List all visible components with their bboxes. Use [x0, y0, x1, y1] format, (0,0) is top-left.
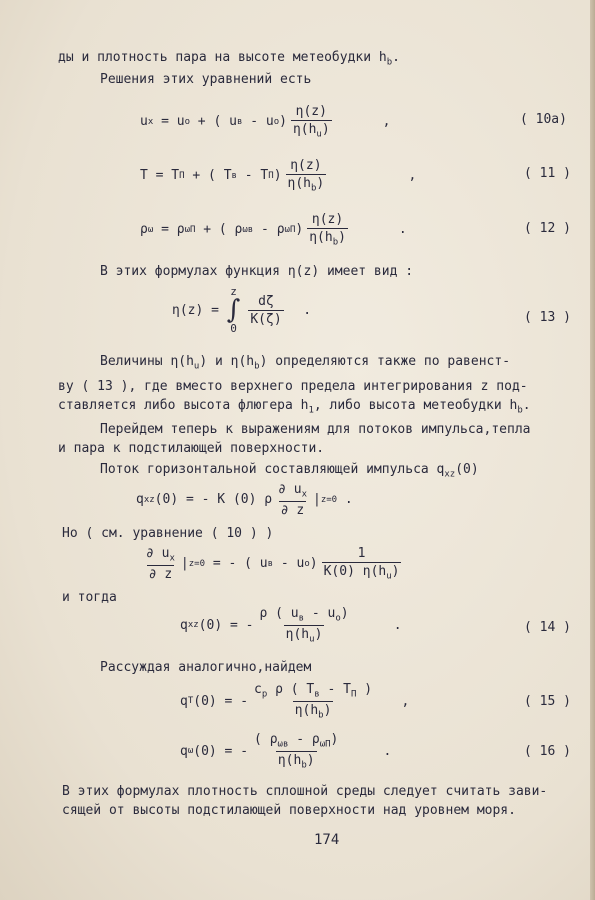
equation-number-14: ( 14 ) [524, 620, 571, 635]
equation-dudz: $\frac{\partial u_x}{\partial z}$ | z=0 = - ( u в - u o ) $\frac{1}{K(0) \eta(h_u)}$ [146, 546, 400, 582]
equation-number-12: ( 12 ) [524, 221, 571, 236]
text-eta-intro: В этих формулах функция η(z) имеет вид : [100, 264, 414, 279]
equation-number-13: ( 13 ) [524, 310, 571, 325]
equation-16: q ω (0) = - $\frac{( \rho_{\omega в} - \rho_{\omega П})}{\eta(h_b)}$ . [180, 732, 392, 771]
equation-qxz: q xz (0) = - K (0) ρ $\frac{\partial u_x}{\partial z}$ | z=0 . [136, 482, 353, 518]
text-line-2: Решения этих уравнений есть [100, 72, 312, 87]
equation-11: T = T П + ( T в - T П ) $\frac{\eta(z)}{\eta(h_b)}$ , [140, 158, 417, 194]
equation-number-10a: ( 10а) [520, 112, 567, 127]
equation-number-15: ( 15 ) [524, 694, 571, 709]
equation-14: q xz (0) = - $\frac{\rho ( u_в - u_o)}{\eta(h_u)}$ . [180, 606, 402, 645]
page-edge [590, 0, 595, 900]
equation-12: ρ ω = ρ ωП + ( ρ ωв - ρ ωП ) $\frac{\eta(z)}{\eta(h_b)}$ . [140, 212, 407, 248]
text-values-paragraph: Величины $\eta(h_u)$ и $\eta(h_b)$ определяются также по равенст- ву ( 13 ), где вместо верхнего предела интегрирования z под- ставляется либо высота флюгера $h_1$, либо высота метеобудки $h_b$. Перейдем теперь к выражениям для потоков импульса,тепла и пара к подстилающей поверхности. [58, 354, 531, 457]
text-final-paragraph: В этих формулах плотность сплошной среды следует считать зави- сящей от высоты подстилающей поверхности над уровнем моря. [62, 784, 548, 818]
text-no-see-eq10: Но ( см. уравнение ( 10 ) ) [62, 526, 274, 541]
text-analogously: Рассуждая аналогично,найдем [100, 660, 312, 675]
text-line-1: ды и плотность пара на высоте метеобудки $h_b$. [58, 50, 400, 68]
equation-number-11: ( 11 ) [524, 166, 571, 181]
text-and-then: и тогда [62, 590, 117, 605]
equation-number-16: ( 16 ) [524, 744, 571, 759]
equation-13: η(z) = z ∫ 0 $\frac{d\zeta}{K(\zeta)}$ . [172, 285, 312, 335]
equation-10a: u x = u o + ( u в - u o ) $\frac{\eta(z)}{\eta(h_u)}$ , [140, 104, 391, 140]
equation-15: q T (0) = - $\frac{c_p \rho ( T_в - T_П )}{\eta(h_b)}$ , [180, 682, 410, 721]
text-flux-horizontal: Поток горизонтальной составляющей импульса $q_{xz}(0)$ [100, 462, 479, 480]
page-number: 174 [314, 832, 340, 848]
